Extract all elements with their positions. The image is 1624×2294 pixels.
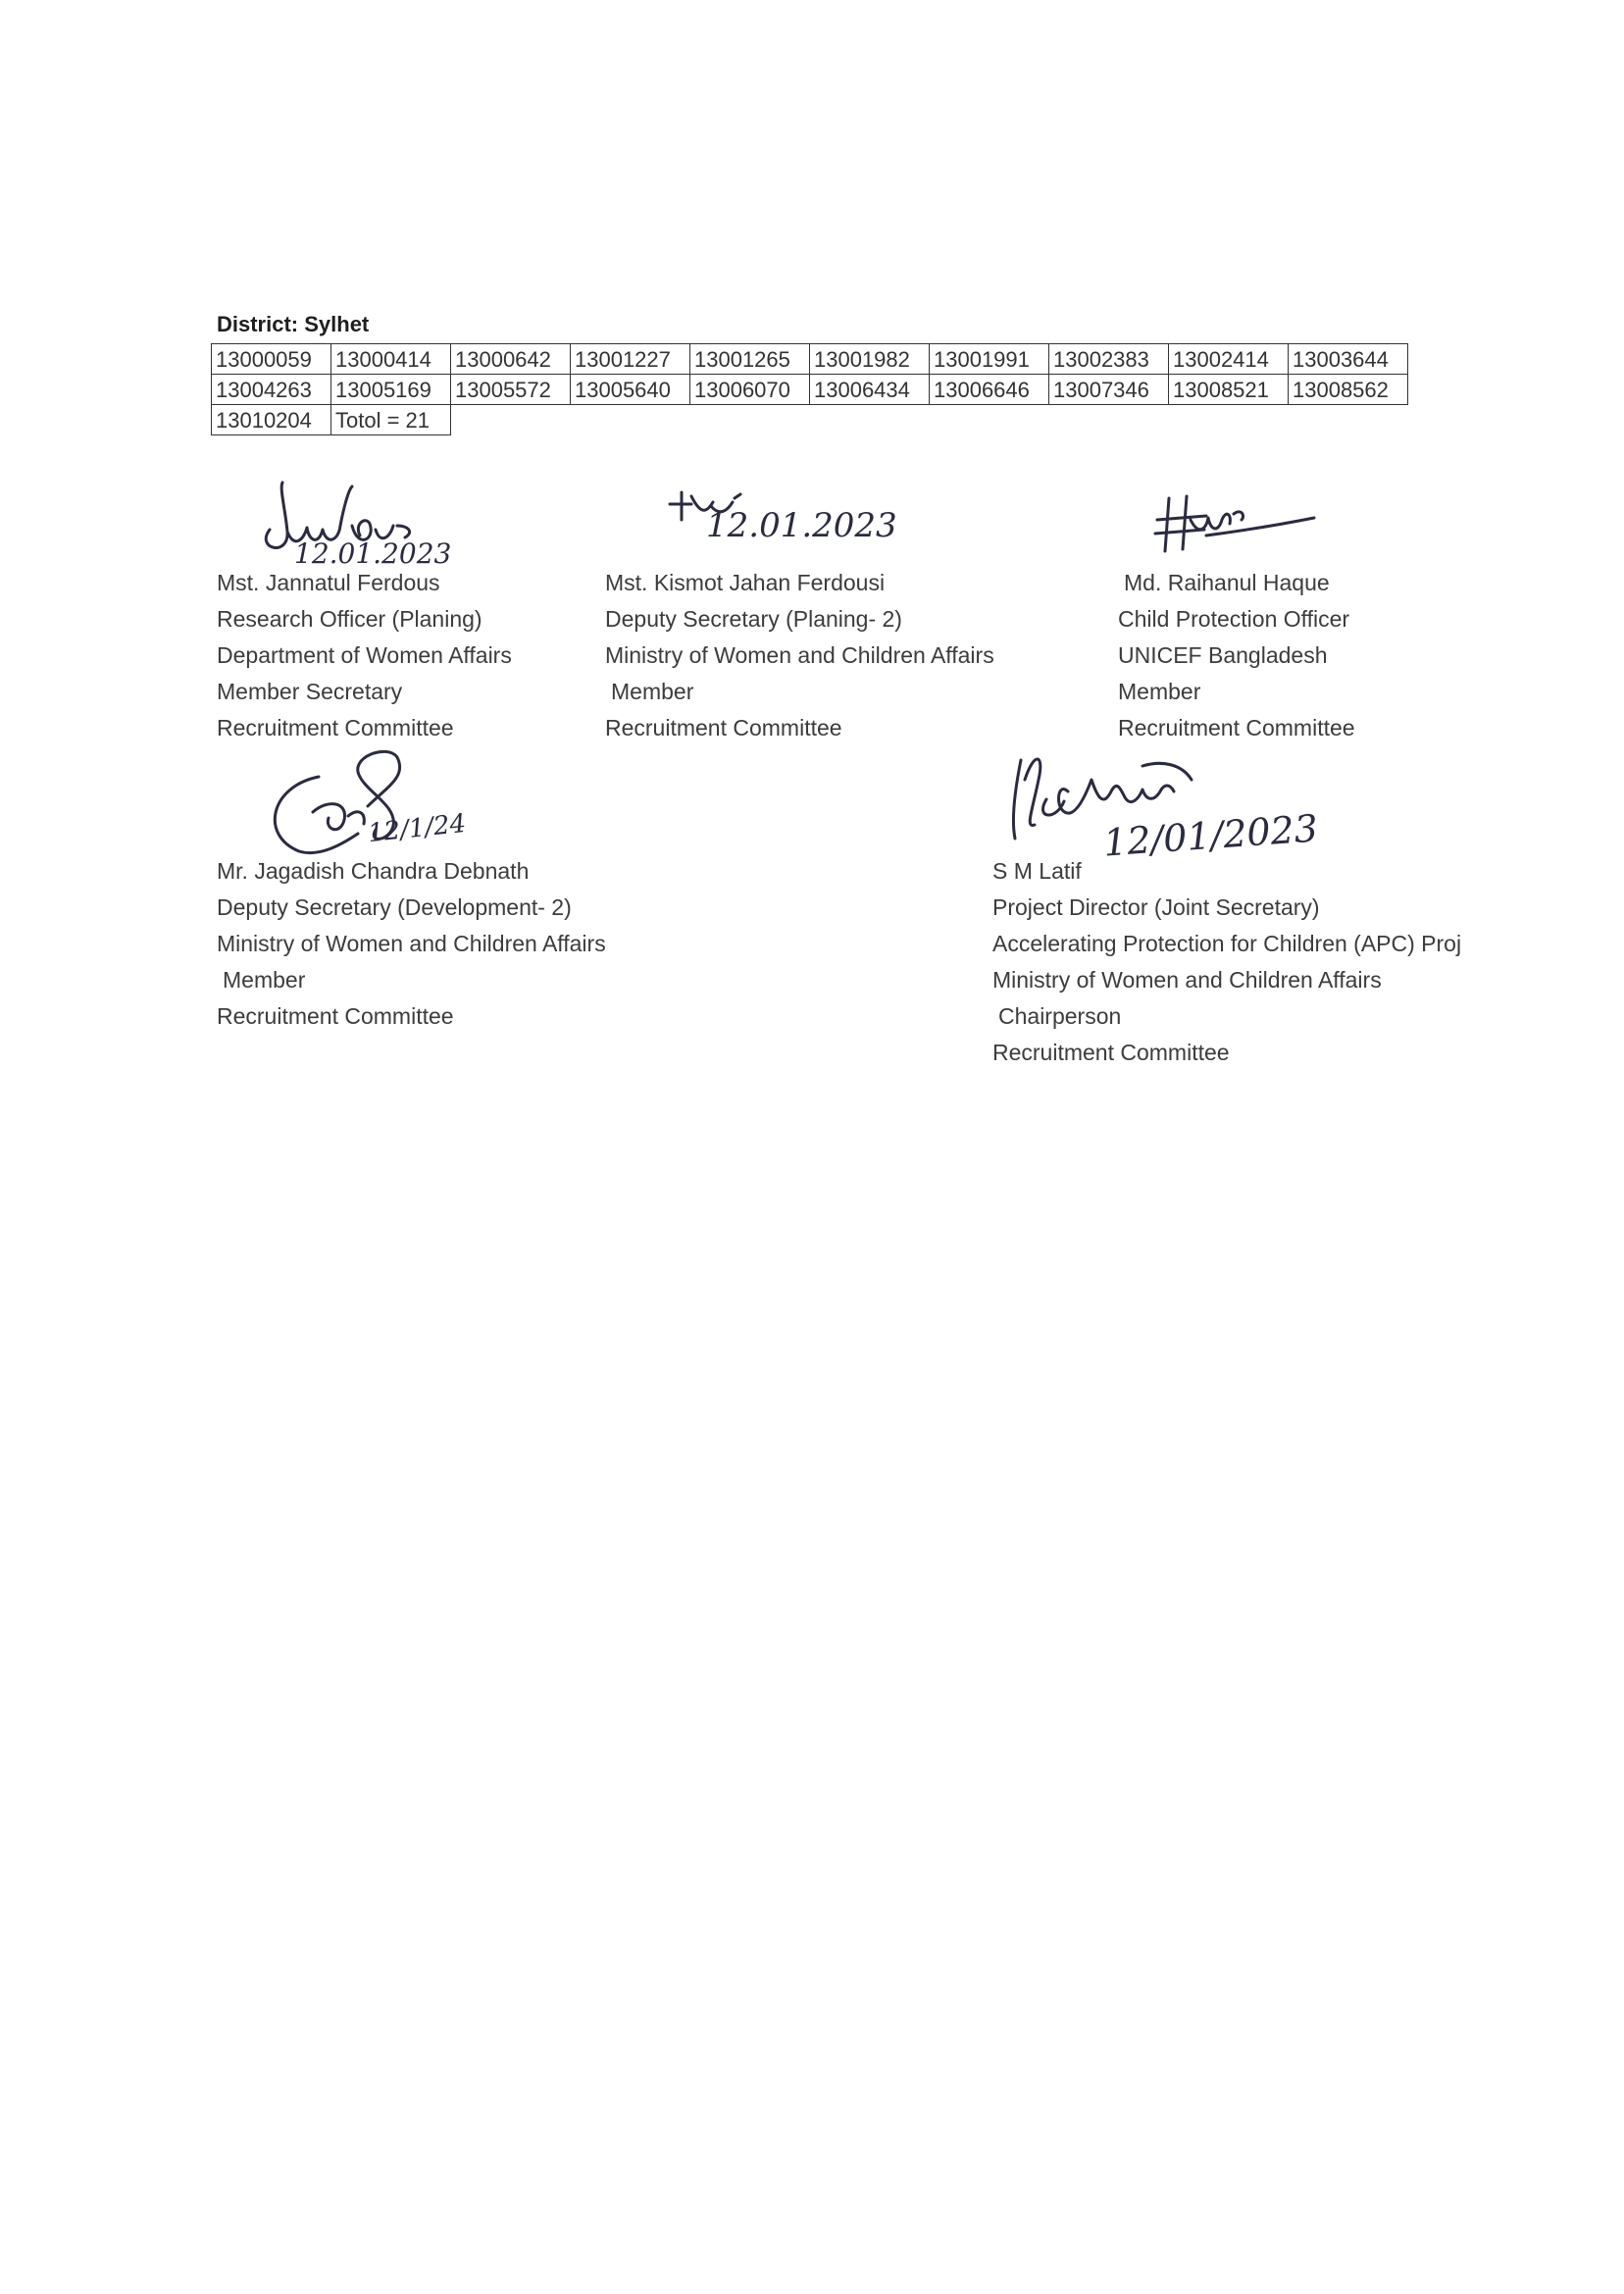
table-cell: 13001982	[810, 344, 930, 375]
table-cell: 13010204	[212, 405, 331, 435]
signature-date-jannatul: 12.01.2023	[294, 537, 452, 570]
signatory-org-2: Ministry of Women and Children Affairs	[992, 967, 1382, 993]
table-cell: 13006434	[810, 375, 930, 405]
signatory-name: Md. Raihanul Haque	[1124, 570, 1330, 595]
signatory-kismot-jahan-ferdousi	[605, 565, 994, 746]
signature-date-jagadish: 12/1/24	[366, 808, 468, 849]
table-row	[212, 375, 1408, 405]
signatory-role: Chairperson	[998, 1003, 1122, 1029]
signatory-committee: Recruitment Committee	[217, 715, 454, 740]
signatory-committee: Recruitment Committee	[217, 1003, 454, 1029]
table-cell: Totol = 21	[331, 405, 451, 435]
table-row	[212, 405, 1408, 435]
signatory-title: Research Officer (Planing)	[217, 606, 482, 632]
signatory-org: Ministry of Women and Children Affairs	[605, 642, 994, 668]
signatory-committee: Recruitment Committee	[992, 1040, 1230, 1065]
signatory-org: Department of Women Affairs	[217, 642, 512, 668]
signatory-org: Accelerating Protection for Children (APC) Proj	[992, 931, 1462, 956]
signatory-name: Mst. Jannatul Ferdous	[217, 570, 440, 595]
signatory-org: Ministry of Women and Children Affairs	[217, 931, 606, 956]
table-cell: 13006646	[930, 375, 1049, 405]
roll-number-table	[211, 343, 1408, 435]
table-cell: 13002383	[1049, 344, 1169, 375]
signatory-title: Project Director (Joint Secretary)	[992, 894, 1320, 920]
table-cell: 13001991	[930, 344, 1049, 375]
signatory-sm-latif	[992, 853, 1461, 1071]
table-cell: 13000414	[331, 344, 451, 375]
table-cell: 13005572	[451, 375, 571, 405]
table-cell: 13006070	[690, 375, 810, 405]
signatory-role: Member	[223, 967, 306, 993]
signature-date-latif: 12/01/2023	[1101, 806, 1320, 865]
signature-date-kismot: 12.01.2023	[706, 506, 897, 545]
signatory-title: Deputy Secretary (Development- 2)	[217, 894, 572, 920]
signatory-raihanul-haque	[1118, 565, 1355, 746]
signatory-name: Mst. Kismot Jahan Ferdousi	[605, 570, 886, 595]
signature-raihanul-haque	[1147, 490, 1324, 559]
table-cell: 13001227	[571, 344, 690, 375]
signatory-title: Deputy Secretary (Planing- 2)	[605, 606, 902, 632]
table-row	[212, 344, 1408, 375]
table-cell: 13003644	[1289, 344, 1408, 375]
table-cell: 13005640	[571, 375, 690, 405]
table-cell: 13000642	[451, 344, 571, 375]
signatory-role: Member	[611, 679, 694, 704]
table-cell: 13000059	[212, 344, 331, 375]
signatory-title: Child Protection Officer	[1118, 606, 1350, 632]
signatory-committee: Recruitment Committee	[1118, 715, 1355, 740]
signatory-name: Mr. Jagadish Chandra Debnath	[217, 858, 530, 884]
signatory-role: Member Secretary	[217, 679, 403, 704]
signatory-jannatul-ferdous	[217, 565, 512, 746]
signatory-name: S M Latif	[992, 858, 1082, 884]
signatory-org: UNICEF Bangladesh	[1118, 642, 1328, 668]
signatory-jagadish-chandra-debnath	[217, 853, 606, 1035]
signatory-role: Member	[1118, 679, 1201, 704]
table-cell: 13007346	[1049, 375, 1169, 405]
district-heading: District: Sylhet	[217, 312, 370, 336]
table-cell: 13005169	[331, 375, 451, 405]
table-cell: 13008521	[1169, 375, 1289, 405]
signatory-committee: Recruitment Committee	[605, 715, 842, 740]
table-cell: 13008562	[1289, 375, 1408, 405]
table-cell: 13002414	[1169, 344, 1289, 375]
table-cell: 13001265	[690, 344, 810, 375]
table-cell: 13004263	[212, 375, 331, 405]
